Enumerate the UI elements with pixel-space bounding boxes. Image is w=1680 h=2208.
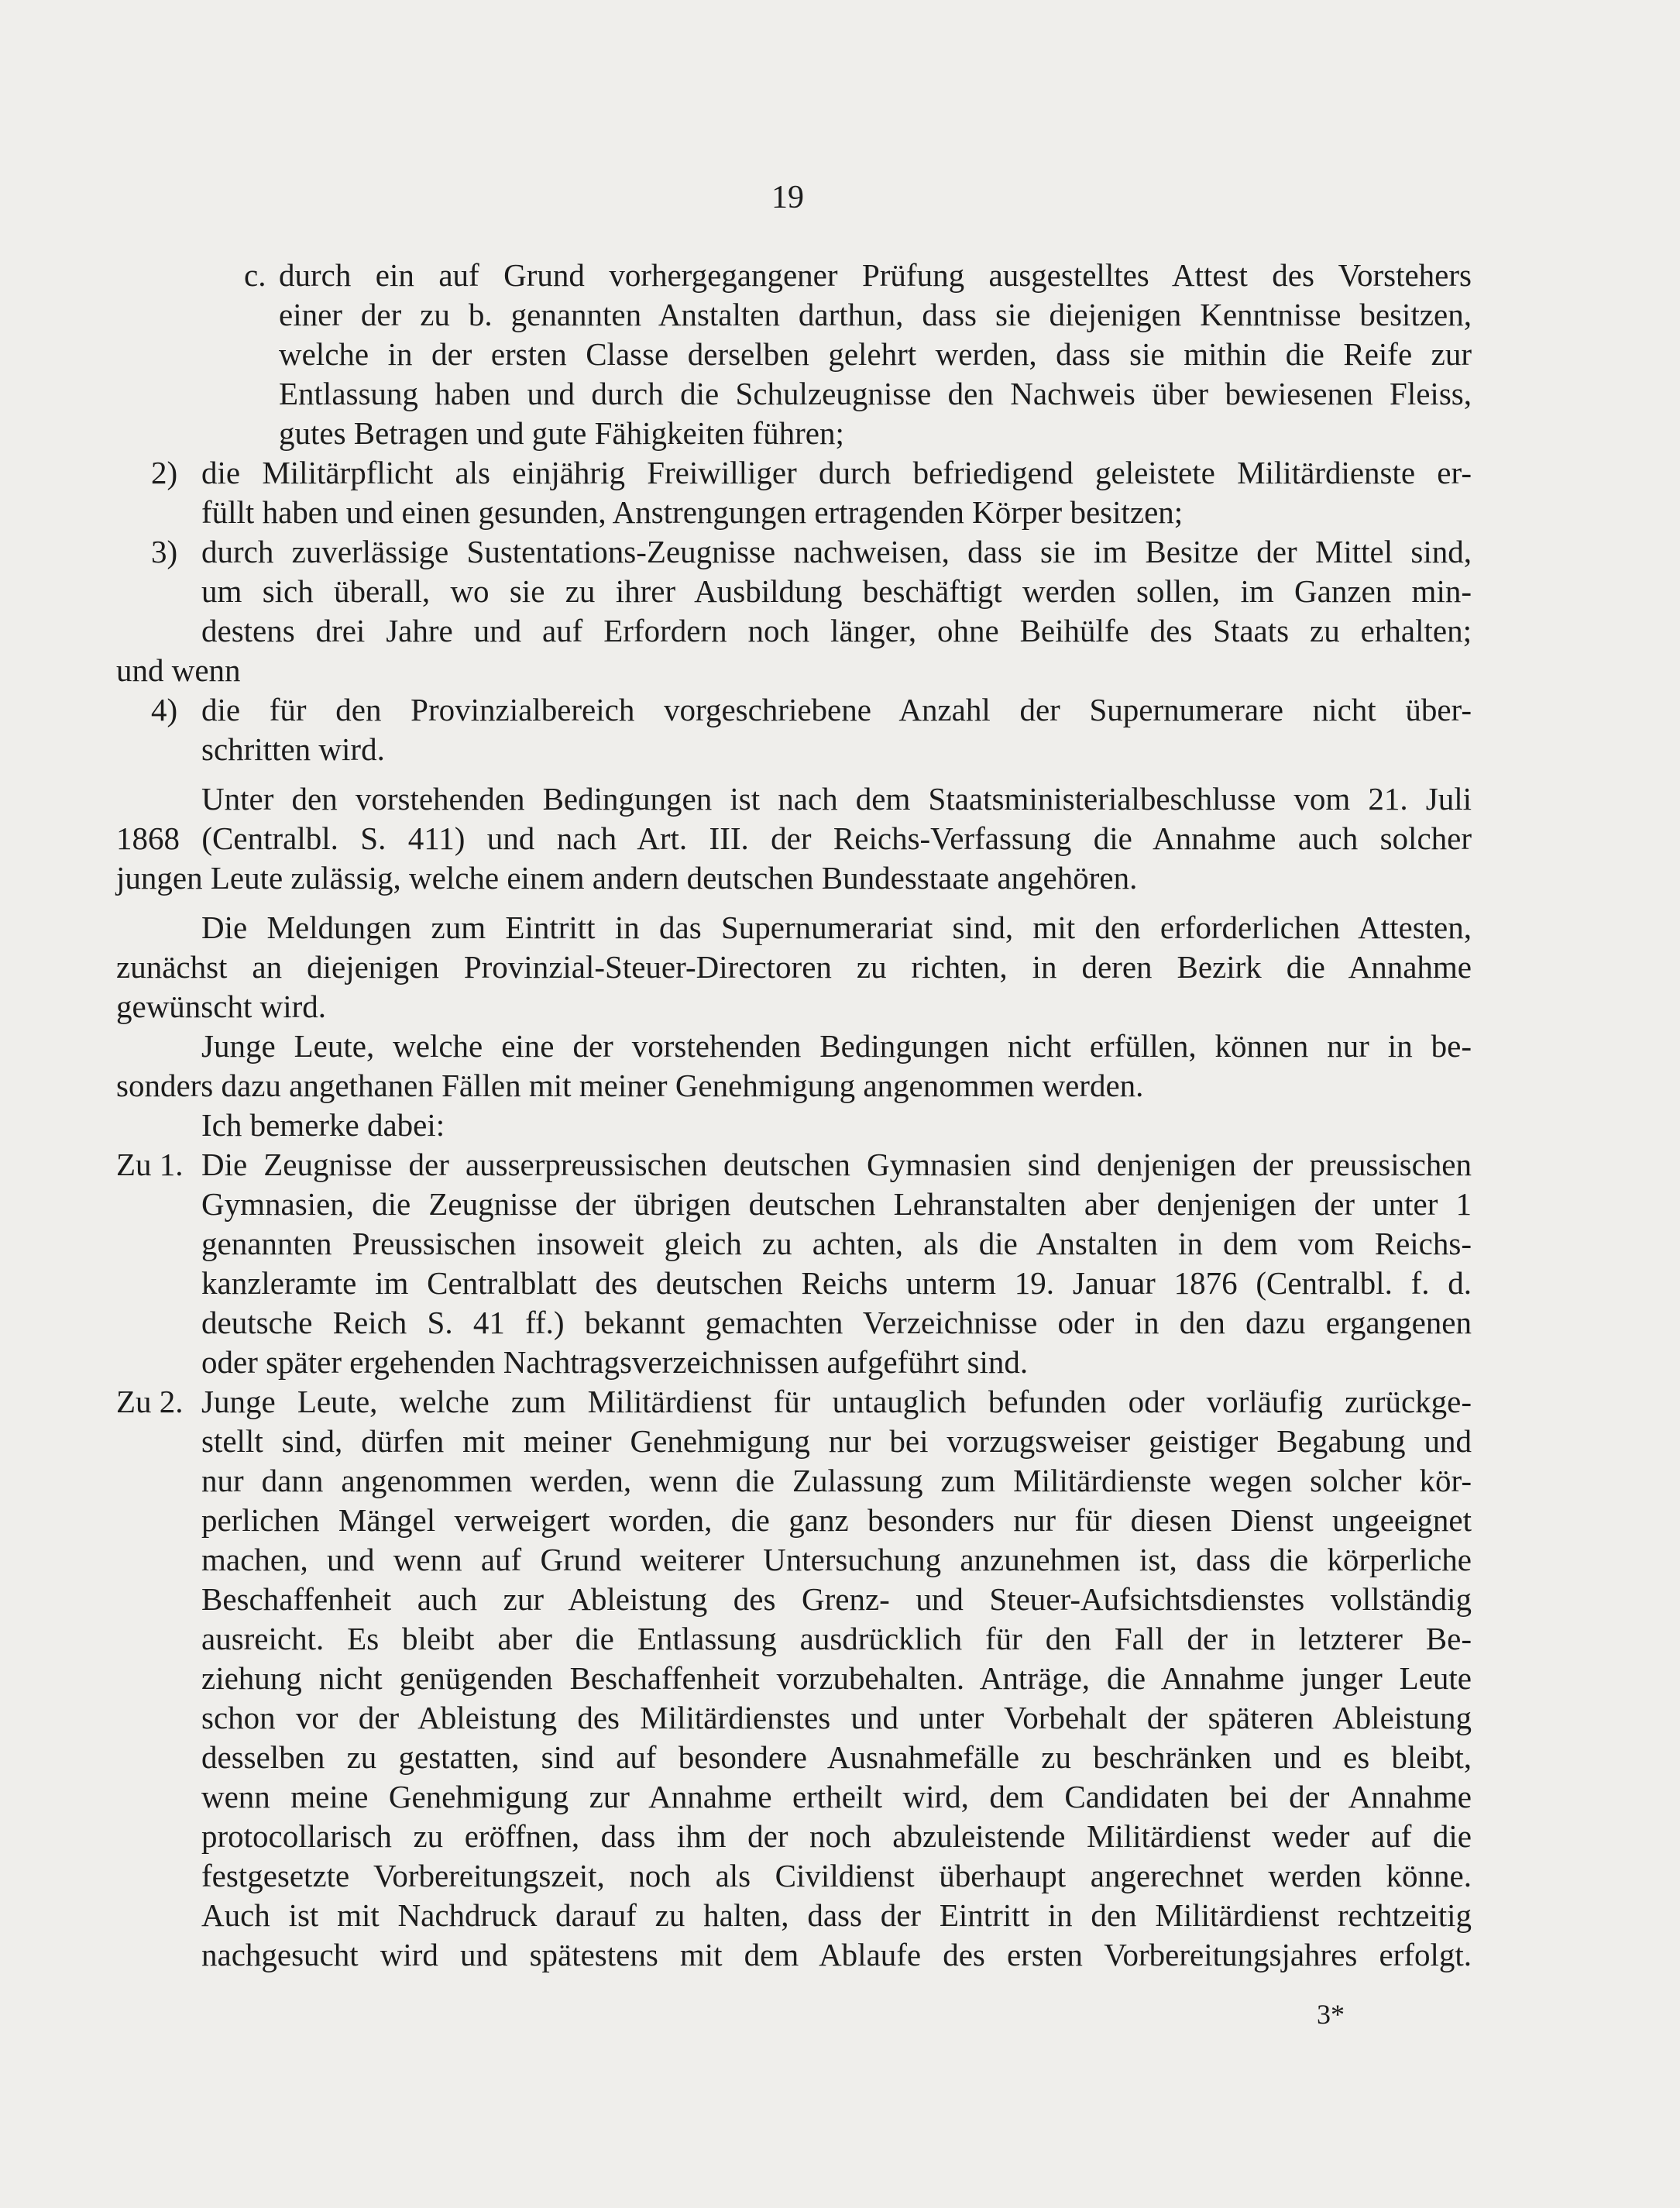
- text-line: stellt sind, dürfen mit meiner Genehmigung nur bei vorzugsweiser geistiger Begabung und: [201, 1423, 1472, 1459]
- text-line: einer der zu b. genannten Anstalten darthun, dass sie diejenigen Kenntnisse besitzen,: [279, 297, 1472, 332]
- signature-mark: 3*: [1317, 1999, 1345, 2030]
- text-line: perlichen Mängel verweigert worden, die ganz besonders nur für diesen Dienst ungeeignet: [201, 1502, 1472, 1538]
- note-label-zu-1: Zu 1.: [116, 1147, 184, 1182]
- item-label-c: c.: [244, 257, 266, 293]
- text-line: Die Zeugnisse der ausserpreussischen deutschen Gymnasien sind denjenigen der preussischen: [201, 1147, 1472, 1182]
- text-line: zunächst an diejenigen Provinzial-Steuer-Directoren zu richten, in deren Bezirk die Annahme: [116, 949, 1472, 985]
- text-line: durch ein auf Grund vorhergegangener Prüfung ausgestelltes Attest des Vorstehers: [279, 257, 1472, 293]
- text-line: machen, und wenn auf Grund weiterer Untersuchung anzunehmen ist, dass die körperliche: [201, 1542, 1472, 1577]
- text-line: protocollarisch zu eröffnen, dass ihm der noch abzuleistende Militärdienst weder auf die: [201, 1818, 1472, 1854]
- text-line: nachgesucht wird und spätestens mit dem Ablaufe des ersten Vorbereitungsjahres erfolgt.: [201, 1937, 1472, 1972]
- text-line: ausreicht. Es bleibt aber die Entlassung ausdrücklich für den Fall der in letzterer Be-: [201, 1621, 1472, 1656]
- text-line: Entlassung haben und durch die Schulzeugnisse den Nachweis über bewiesenen Fleiss,: [279, 376, 1472, 411]
- text-line: füllt haben und einen gesunden, Anstrengungen ertragenden Körper besitzen;: [201, 494, 1184, 530]
- text-line: Junge Leute, welche zum Militärdienst für untauglich befunden oder vorläufig zurückge-: [201, 1384, 1472, 1419]
- text-line: Die Meldungen zum Eintritt in das Supernumerariat sind, mit den erforderlichen Attesten,: [201, 910, 1472, 945]
- text-line: durch zuverlässige Sustentations-Zeugnisse nachweisen, dass sie im Besitze der Mittel sind,: [201, 534, 1472, 569]
- note-label-zu-2: Zu 2.: [116, 1384, 184, 1419]
- text-line: Ich bemerke dabei:: [201, 1107, 445, 1143]
- text-line: sonders dazu angethanen Fällen mit meiner Genehmigung angenommen werden.: [116, 1068, 1144, 1103]
- item-label-4: 4): [151, 692, 178, 727]
- text-line: die für den Provinzialbereich vorgeschriebene Anzahl der Supernumerare nicht über-: [201, 692, 1472, 727]
- text-line: nur dann angenommen werden, wenn die Zulassung zum Militärdienste wegen solcher kör-: [201, 1463, 1472, 1498]
- item-label-3: 3): [151, 534, 178, 569]
- text-line: 1868 (Centralbl. S. 411) und nach Art. III. der Reichs-Verfassung die Annahme auch solcher: [116, 820, 1472, 856]
- text-line: kanzleramte im Centralblatt des deutschen Reichs unterm 19. Januar 1876 (Centralbl. f. d.: [201, 1265, 1472, 1301]
- text-line: wenn meine Genehmigung zur Annahme ertheilt wird, dem Candidaten bei der Annahme: [201, 1779, 1472, 1814]
- text-line: gewünscht wird.: [116, 989, 327, 1024]
- text-line: destens drei Jahre und auf Erfordern noch länger, ohne Beihülfe des Staats zu erhalten;: [201, 613, 1472, 648]
- text-line: welche in der ersten Classe derselben gelehrt werden, dass sie mithin die Reife zur: [279, 336, 1472, 372]
- text-line: Beschaffenheit auch zur Ableistung des Grenz- und Steuer-Aufsichtsdienstes vollständig: [201, 1581, 1472, 1617]
- text-line: oder später ergehenden Nachtragsverzeichnissen aufgeführt sind.: [201, 1344, 1029, 1380]
- page-number: 19: [771, 180, 804, 215]
- text-line: gutes Betragen und gute Fähigkeiten führen;: [279, 415, 844, 451]
- text-line: Unter den vorstehenden Bedingungen ist nach dem Staatsministerialbeschlusse vom 21. Juli: [201, 781, 1472, 817]
- item-label-2: 2): [151, 455, 178, 490]
- text-line: deutsche Reich S. 41 ff.) bekannt gemachten Verzeichnisse oder in den dazu ergangenen: [201, 1305, 1472, 1340]
- text-line: Junge Leute, welche eine der vorstehenden Bedingungen nicht erfüllen, können nur in be-: [201, 1028, 1472, 1064]
- text-line: Gymnasien, die Zeugnisse der übrigen deutschen Lehranstalten aber denjenigen der unter 1: [201, 1186, 1472, 1222]
- text-line: schritten wird.: [201, 731, 385, 767]
- text-line: um sich überall, wo sie zu ihrer Ausbildung beschäftigt werden sollen, im Ganzen min-: [201, 573, 1472, 609]
- text-line: die Militärpflicht als einjährig Freiwilliger durch befriedigend geleistete Militärdienste er-: [201, 455, 1472, 490]
- text-line: jungen Leute zulässig, welche einem andern deutschen Bundesstaate angehören.: [116, 860, 1138, 896]
- text-line: schon vor der Ableistung des Militärdienstes und unter Vorbehalt der späteren Ableistung: [201, 1700, 1472, 1735]
- text-line: festgesetzte Vorbereitungszeit, noch als Civildienst überhaupt angerechnet werden könne.: [201, 1858, 1472, 1893]
- text-line: und wenn: [116, 652, 241, 688]
- text-line: ziehung nicht genügenden Beschaffenheit vorzubehalten. Anträge, die Annahme junger Leute: [201, 1660, 1472, 1696]
- text-line: desselben zu gestatten, sind auf besondere Ausnahmefälle zu beschränken und es bleibt,: [201, 1739, 1472, 1775]
- text-line: genannten Preussischen insoweit gleich zu achten, als die Anstalten in dem vom Reichs-: [201, 1226, 1472, 1261]
- text-line: Auch ist mit Nachdruck darauf zu halten, dass der Eintritt in den Militärdienst rechtzeitig: [201, 1897, 1472, 1933]
